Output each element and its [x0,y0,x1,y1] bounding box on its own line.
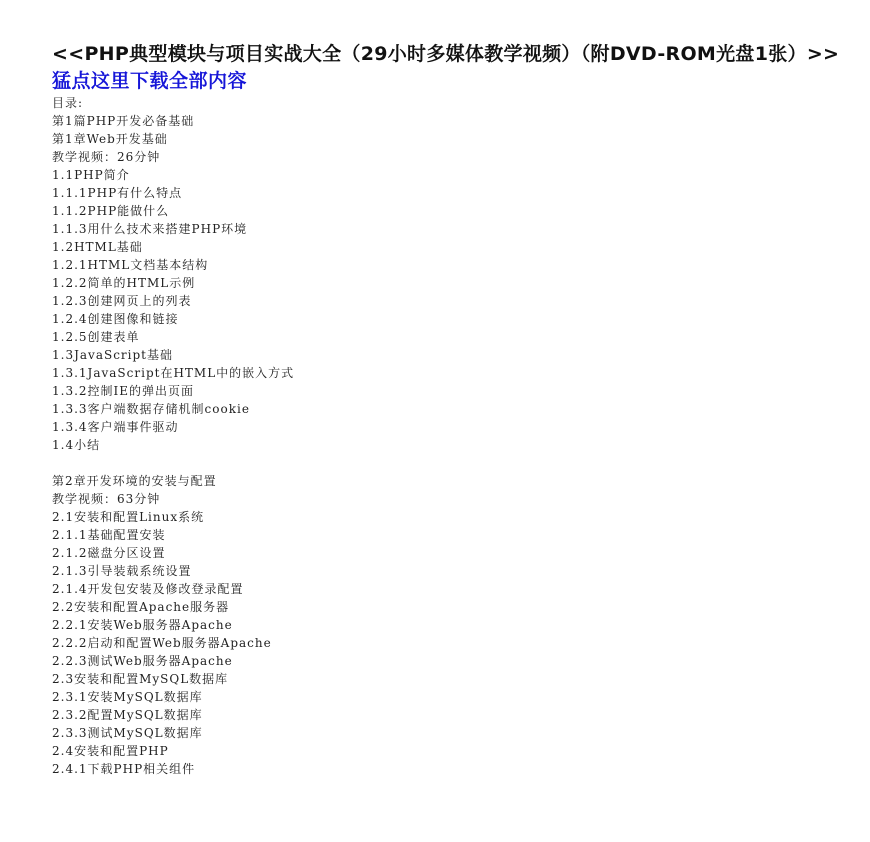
toc-item: 2.1安装和配置Linux系统 [52,510,205,524]
document-title: <<PHP典型模块与项目实战大全（29小时多媒体教学视频）（附DVD-ROM光盘1张）>> [52,43,840,65]
toc-item: 1.1PHP简介 [52,168,130,182]
toc-item: 1.3.2控制IE的弹出页面 [52,384,195,398]
toc-item: 教学视频：26分钟 [52,150,161,164]
toc-item: 2.2.3测试Web服务器Apache [52,654,233,668]
toc-item: 2.1.1基础配置安装 [52,528,166,542]
toc-item: 第2章开发环境的安装与配置 [52,474,217,488]
toc-heading: 目录: [52,96,84,110]
toc-item: 1.2.4创建图像和链接 [52,312,179,326]
toc-spacer [52,454,842,472]
toc-item: 第1章Web开发基础 [52,132,168,146]
toc-item: 1.3.3客户端数据存储机制cookie [52,402,250,416]
toc-item: 1.3JavaScript基础 [52,348,174,362]
toc-item: 教学视频：63分钟 [52,492,161,506]
toc-item: 1.4小结 [52,438,101,452]
toc-item: 2.3.2配置MySQL数据库 [52,708,203,722]
table-of-contents [52,94,842,778]
toc-item: 1.2.5创建表单 [52,330,140,344]
toc-item: 第1篇PHP开发必备基础 [52,114,195,128]
toc-item: 2.2.1安装Web服务器Apache [52,618,233,632]
toc-list [52,112,842,778]
toc-item: 1.3.1JavaScript在HTML中的嵌入方式 [52,366,295,380]
toc-item: 1.1.1PHP有什么特点 [52,186,183,200]
download-all-link[interactable]: 猛点这里下载全部内容 [52,70,248,92]
toc-item: 1.1.3用什么技术来搭建PHP环境 [52,222,248,236]
toc-item: 2.3安装和配置MySQL数据库 [52,672,229,686]
toc-item: 2.2.2启动和配置Web服务器Apache [52,636,272,650]
toc-item: 2.2安装和配置Apache服务器 [52,600,230,614]
toc-item: 1.1.2PHP能做什么 [52,204,170,218]
toc-item: 1.2.3创建网页上的列表 [52,294,192,308]
toc-item: 2.1.2磁盘分区设置 [52,546,166,560]
toc-item: 2.1.4开发包安装及修改登录配置 [52,582,244,596]
toc-item: 1.2HTML基础 [52,240,143,254]
toc-item: 2.4.1下载PHP相关组件 [52,762,196,776]
toc-item: 1.2.1HTML文档基本结构 [52,258,209,272]
toc-item: 2.1.3引导装载系统设置 [52,564,192,578]
toc-item: 2.3.1安装MySQL数据库 [52,690,203,704]
toc-item: 2.4安装和配置PHP [52,744,169,758]
document-page [52,40,842,778]
toc-item: 2.3.3测试MySQL数据库 [52,726,203,740]
toc-item: 1.2.2简单的HTML示例 [52,276,196,290]
toc-item: 1.3.4客户端事件驱动 [52,420,179,434]
